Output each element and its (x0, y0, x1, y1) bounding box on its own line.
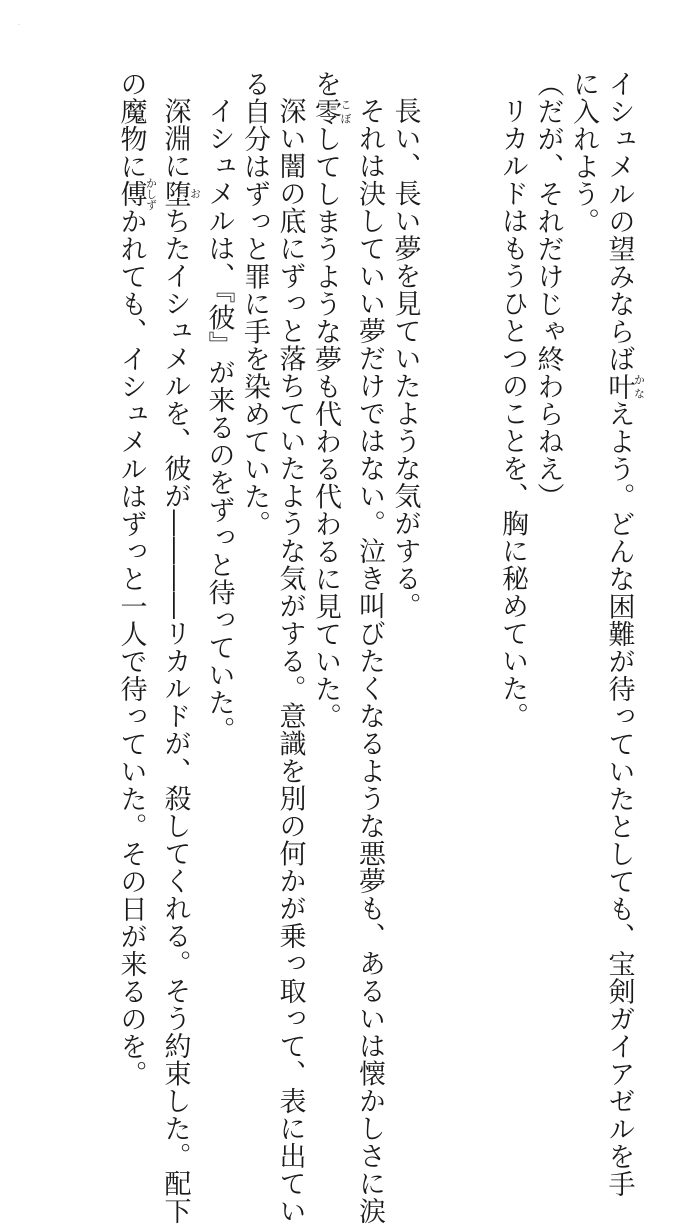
ruby-kanau (603, 372, 646, 401)
text-line-11 (157, 70, 202, 1225)
ruby-reading: こぼ (339, 97, 352, 125)
text-fragment: ちたイシュメルを、彼が――――リカルドが、殺してくれる。そう約束した。配下 (159, 207, 191, 1225)
text-line-1 (601, 70, 646, 1198)
ruby-base: 傅 (115, 177, 147, 211)
ruby-base: 堕 (159, 179, 191, 207)
ruby-reading: お (188, 179, 202, 207)
text-line-2: に入れよう。 (568, 70, 599, 235)
ruby-reading: かしず (144, 177, 158, 211)
section-break (423, 70, 495, 950)
ruby-base: 零 (310, 97, 341, 125)
text-line-6: それは決していい夢だけではない。泣き叫びたくなるような悪夢も、あるいは懐かしさに涙 (354, 97, 385, 1225)
text-fragment: の魔物に (115, 70, 147, 180)
page-corner-mark: · (18, 22, 20, 29)
ruby-base: 叶 (603, 372, 635, 400)
text-line-8: 深い闇の底にずっと落ちていたような気がする。意識を別の何かが乗っ取って、表に出てい (274, 97, 306, 1225)
ruby-kashizu (115, 177, 158, 211)
text-line-9: る自分はずっと罪に手を染めていた。 (239, 70, 270, 538)
text-line-7 (308, 70, 352, 950)
text-line-12 (113, 70, 158, 1088)
ruby-ochi (159, 179, 202, 208)
vertical-text-body (113, 70, 646, 1225)
text-fragment: イシュメルの望みならば (603, 70, 635, 373)
text-fragment: してしまうような夢も代わる代わるに見ていた。 (310, 125, 341, 730)
text-line-10: イシュメルは、『彼』が来るのをずっと待っていた。 (203, 97, 235, 744)
text-line-5: 長い、長い夢を見ていたような気がする。 (389, 97, 421, 620)
text-line-3: （だが、それだけじゃ終わらねえ） (532, 70, 564, 510)
text-fragment: 深淵に (159, 97, 191, 180)
ruby-kobo (310, 97, 352, 126)
text-fragment: えよう。どんな困難が待っていたとしても、宝剣ガイアゼルを手 (603, 400, 635, 1198)
text-fragment: を (310, 70, 341, 98)
text-fragment: かれても、イシュメルはずっと一人で待っていた。その日が来るのを。 (115, 207, 147, 1088)
text-line-4: リカルドはもうひとつのことを、胸に秘めていた。 (497, 97, 528, 730)
ruby-reading: かな (632, 372, 646, 400)
